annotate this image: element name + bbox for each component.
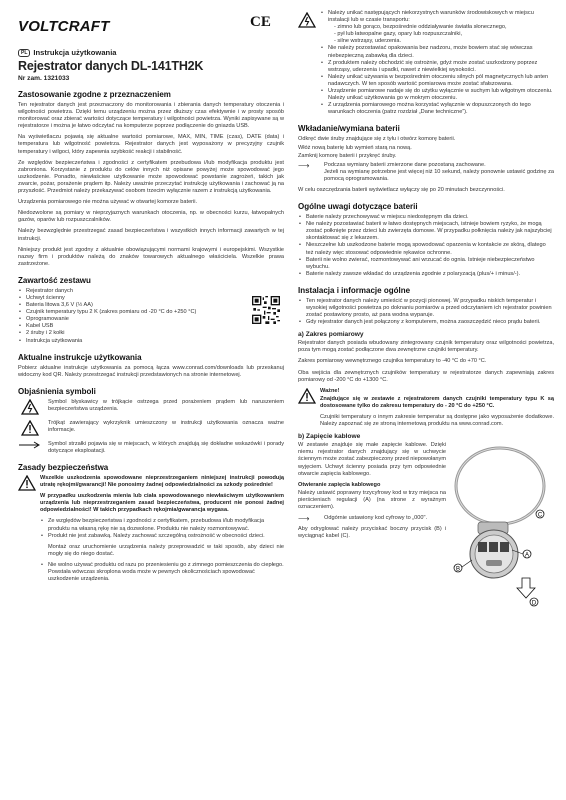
safety-list-2 xyxy=(40,562,284,583)
range-p1: Rejestrator danych posiada wbudowany zintegrowany czujnik temperatury oraz wilgotności powietrza, poza tym mogą zostać podłączone dwa zewnętrzne czujniki temperatury. xyxy=(298,340,554,354)
list-item: • Gdy rejestrator danych jest połączony z komputerem, można zaoszczędzić nieco prądu baterii. xyxy=(306,319,554,326)
range-p2: Zakres pomiarowy wewnętrznego czujnika temperatury to -40 °C do +70 °C. xyxy=(298,358,487,365)
callout-c: C xyxy=(537,512,543,519)
intended-use-p4: Urządzenia pomiarowego nie można używać w otwartej komorze baterii. xyxy=(18,199,198,206)
left-column xyxy=(18,10,284,587)
important-note xyxy=(298,388,554,428)
list-item xyxy=(328,10,554,45)
safety-bold-2: W przypadku uszkodzenia mienia lub ciała spowodowanego niewłaściwym użytkowaniem urządzenia lub nieprzestrzeganiem zasad bezpieczeństwa, producent nie ponosi żadnej odpowiedzialności! W takich przypadkach rękojmia/gwarancja wygasa. xyxy=(40,493,284,514)
list-item: • Produkt nie jest zabawką. Należy zachować szczególną ostrożność w obecności dzieci. xyxy=(48,533,284,540)
callout-a: A xyxy=(524,552,530,559)
environment-block xyxy=(298,10,554,116)
battery-p1: Odkręć dwie śruby znajdujące się z tyłu i otwórz komorę baterii. xyxy=(298,136,456,143)
list-item: • Urządzenie pomiarowe nadaje się do użytku wyłącznie w suchym lub wilgotnym otoczeniu. Należy unikać użytkowania go w mokrym otoczeniu. xyxy=(328,88,554,102)
install-heading: Instalacja i informacje ogólne xyxy=(298,285,411,295)
list-item: • Nie wolno używać produktu od razu po przeniesieniu go z zimnego pomieszczenia do ciepłego. Powstała wówczas skroplona woda może w pewnych okolicznościach spowodować uszkodzenie urządzenia. xyxy=(48,562,284,583)
cable-lock-heading: b) Zapięcie kablowe xyxy=(298,433,361,441)
cable-lock-section xyxy=(298,442,554,607)
safety-block xyxy=(18,475,284,583)
symbol-row-lightning xyxy=(18,399,284,415)
list-item: • Rejestrator danych xyxy=(26,288,284,295)
cable-p1: W zestawie znajduje się małe zapięcie kablowe. Dzięki niemu rejestrator danych znajdujący się w uchwycie ściennym może zostać zabezpieczony przed niepowołanym wyjęciem. Uchwyt ścienny posiada przy tym odpowiednie otwarcie zapięcia kablowego. xyxy=(298,442,446,477)
list-item: • Czujnik temperatury typu 2 K (zakres pomiaru od -20 °C do +250 °C) xyxy=(26,309,284,316)
header xyxy=(18,10,284,46)
exclamation-warning-icon xyxy=(18,475,36,491)
cable-lock-illustration xyxy=(450,446,554,610)
language-line xyxy=(18,48,284,57)
condition-item: - pył lub łatwopalne gazy, opary lub rozpuszczalniki, xyxy=(334,31,462,38)
exclamation-warning-icon xyxy=(21,420,39,436)
battery-arrow-1: Podczas wymiany baterii zmierzone dane pozostaną zachowane. xyxy=(324,161,486,168)
list-item: • Baterie należy przechowywać w miejscu niedostępnym dla dzieci. xyxy=(306,214,554,221)
battery-heading: Wkładanie/wymiana baterii xyxy=(298,124,400,134)
environment-intro: Należy unikać następujących niekorzystnych warunków środowiskowych w miejscu instalacji lub w czasie transportu: xyxy=(328,10,534,24)
list-item: • Baterie należy zawsze wkładać do urządzenia zgodnie z polaryzacją (plus/+ i minus/-). xyxy=(306,271,554,278)
language-badge: PL xyxy=(18,49,30,57)
cable-p3: Aby odryglować należy przyciskać boczny przycisk (B) i wyciągnąć kabel (C). xyxy=(298,526,446,540)
arrow-right-icon: ⟶ xyxy=(298,514,310,524)
exclamation-warning-icon xyxy=(298,388,316,404)
list-item: • Bateria litowa 3,6 V (½ AA) xyxy=(26,302,284,309)
install-list xyxy=(298,298,554,326)
language-label: Instrukcja użytkowania xyxy=(33,48,117,57)
list-item: • Baterii nie wolno zwierać, rozmontowywać ani wrzucać do ognia. Istnieje niebezpieczeństwo wybuchu. xyxy=(306,257,554,271)
right-column xyxy=(298,10,554,607)
cable-tip xyxy=(298,515,446,522)
symbols-heading: Objaśnienia symboli xyxy=(18,386,96,396)
environment-list xyxy=(320,10,554,116)
lightning-warning-icon xyxy=(298,12,316,28)
intended-use-p2: Na wyświetlaczu pojawią się aktualne wartości pomiarowe, MAX, MIN, TIME (czas), DATE (data) i temperatura lub wilgotność powietrza. Rejestrator danych jest wyposażony w precyzyjny czujnik temperatury i wilgoci, który zapewnia szybkość reakcji i stabilność. xyxy=(18,134,284,155)
range-heading: a) Zakres pomiarowy xyxy=(298,331,364,339)
symbol-row-exclamation xyxy=(18,420,284,436)
battery-p3: Zamknij komorę baterii i przykręć śruby. xyxy=(298,152,397,159)
ce-mark: CE xyxy=(250,14,271,30)
list-item: • Nieszczelne lub uszkodzone baterie mogą spowodować oparzenia w kontakcie ze skórą, dlatego też należy więc stosować odpowiednie rękawice ochronne. xyxy=(306,242,554,256)
condition-item: - silne wstrząsy, uderzenia. xyxy=(334,38,402,45)
battery-arrow-2: Jeżeli na wymianę potrzebne jest więcej niż 10 sekund, należy ponownie ustawić godzinę za pomocą oprogramowania. xyxy=(324,168,554,182)
scope-list xyxy=(18,288,284,345)
conditions xyxy=(328,24,554,45)
current-manuals-p1: Pobierz aktualne instrukcje użytkowania za pomocą łącza www.conrad.com/downloads lub przeskanuj widoczny kod QR. Należy przestrzegać instrukcji przedstawionych na stronie internetowej. xyxy=(18,364,284,378)
important-bold: Znajdujące się w zestawie z rejestratorem danych czujniki temperatury typu K są dostosowane tylko do zakresu temperatury do - 20 °C do +250 °C. xyxy=(320,395,554,409)
condition-item: - zimno lub gorąco, bezpośrednie oddziaływanie światła słonecznego, xyxy=(334,24,507,31)
intended-use-p6: Należy bezwzględnie przestrzegać zasad bezpieczeństwa i wszystkich innych informacji zawartych w tej instrukcji. xyxy=(18,228,284,242)
brand-logo: VOLTCRAFT xyxy=(18,18,110,35)
symbol-exclamation-text: Trójkąt zawierający wykrzyknik umieszczony w instrukcji użytkowania oznacza ważne informacje. xyxy=(48,419,284,433)
list-item: • 2 śruby i 2 kołki xyxy=(26,330,284,337)
battery-p2: Włóż nową baterię lub wymień starą na nową. xyxy=(298,144,412,151)
cable-p2: Należy ustawić poprawny trzycyfrowy kod w trzy miejsca na pierścieniach regulacji (A) (na strone z wyrażnym oznaczeniem). xyxy=(298,489,446,510)
list-item: • Kabel USB xyxy=(26,323,284,330)
symbol-row-arrow xyxy=(18,441,284,455)
callout-b: B xyxy=(455,566,461,573)
safety-heading: Zasady bezpieczeństwa xyxy=(18,463,109,472)
list-item: • Ten rejestrator danych należy umieścić w pozycji pionowej. W przypadku niskich temperatur i wysokiej wilgotności powietrza po doknaniu pomiarów a przed odczytaniem ich rejestrator powinien zostać postawiony prosto, aż para wodna wyparuje. xyxy=(306,298,554,319)
lightning-warning-icon xyxy=(21,399,39,415)
intended-use-p3: Ze względów bezpieczeństwa i zgodności z certyfikatem przebudowa i/lub modyfikacja produktu jest zabroniona. Korzystanie z produktu do celów innych niż opisane powyżej może spowodować jego uszkodzenie. Ponadto, niewłaściwe użytkowanie może spowodować powstanie zagrożeń, takich jak zwarcie, pożar, porażenie prądem itp. Należy uważnie przeczytać instrukcję użytkowania i zachować ją na przyszłość. Przedmiot należy przekazywać osobom trzecim wyłącznie razem z instrukcją użytkowania. xyxy=(18,159,284,195)
symbol-lightning-text: Symbol błyskawicy w trójkącie ostrzega przed porażeniem prądem lub naruszeniem bezpieczeństwa urządzenia. xyxy=(48,398,284,412)
important-text: Czujniki temperatury o innym zakresie temperatur są dostępne jako wyposażenie dodatkowe. Należy zapoznać się ze stroną internetową produktu na www.conrad.com. xyxy=(320,414,554,428)
important-title: Ważne! xyxy=(320,387,340,394)
intended-use-heading: Zastosowanie zgodne z przeznaczeniem xyxy=(18,90,171,99)
list-item: • Z urządzenia pomiarowego można korzystać wyłącznie w dopuszczonych do tego warunkach otoczenia (patrz rozdział „Dane techniczne”). xyxy=(328,102,554,116)
safety-bold-1: Wszelkie uszkodzenia spowodowane nieprzestrzeganiem niniejszej instrukcji powodują utratę rękojmi/gwarancji! Nie ponosimy żadnej odpowiedzialności za szkody pośrednie! xyxy=(40,475,284,489)
arrow-right-icon: ⟶ xyxy=(298,160,310,170)
arrow-right-icon xyxy=(19,441,41,449)
list-item: • Nie należy pozostawiać opakowania bez nadzoru, może bowiem stać się wówczas niebezpieczną zabawką dla dzieci. xyxy=(328,45,554,59)
order-number: Nr zam. 1321033 xyxy=(18,75,70,82)
list-item: • Nie należy pozostawiać baterii w łatwo dostępnych miejscach, istnieje bowiem ryzyko, że mogą zostać połknięte przez dzieci lub zwierzęta domowe. W przypadku połknięcia należy jak najszybciej skontaktować się z lekarzem. xyxy=(306,221,554,242)
callout-d: D xyxy=(531,600,537,607)
battery-tip xyxy=(298,162,554,183)
qr-code[interactable] xyxy=(252,296,280,324)
range-p3: Oba wejścia dla zewnętrznych czujników temperatury w rejestratorze danych zapewniają zakres pomiarowy od -200 °C do +1300 °C. xyxy=(298,369,554,383)
safety-indent-note: Montaż oraz uruchomienie urządzenia należy przeprowadzić w taki sposób, aby dzieci nie mogły się do niego dostać. xyxy=(48,543,284,557)
scope-heading: Zawartość zestawu xyxy=(18,275,91,285)
list-item: • Z produktem należy obchodzić się ostrożnie, gdyż może zostać uszkodzony poprzez wstrząsy, uderzenia i upadki, nawet z niewielkiej wysokości. xyxy=(328,60,554,74)
list-item: • Należy unikać używania w bezpośrednim otoczeniu silnych pól magnetycznych lub anten nadawczych. W ten sposób wartość pomiarowa może zostać sfałszowana. xyxy=(328,74,554,88)
battery-p4: W celu oszczędzania baterii wyświetlacz wyłączy się po 20 minutach bezczynności. xyxy=(298,186,505,193)
symbol-arrow-text: Symbol strzałki pojawia się w miejscach, w których znajdują się dokładne wskazówki i porady dotyczące eksploatacji. xyxy=(48,440,284,454)
scope-section xyxy=(18,288,284,345)
safety-list xyxy=(40,518,284,539)
cable-subheading: Otwieranie zapięcia kablowego xyxy=(298,481,381,488)
cable-arrow-text: Odgórnie ustawiony kod cyfrowy to „000". xyxy=(324,515,428,522)
battery-notes-heading: Ogólne uwagi dotyczące baterii xyxy=(298,202,418,212)
list-item: • Uchwyt ścienny xyxy=(26,295,284,302)
battery-notes-list xyxy=(298,214,554,278)
list-item: • Instrukcja użytkowania xyxy=(26,338,284,345)
intended-use-p1: Ten rejestrator danych jest przeznaczony do monitorowania i zbierania danych temperatury otoczenia i wilgotności powietrza. Dzięki temu urządzeniu można przez dłuższy czas efektywnie i w prosty sposób monitorować oraz zbierać wartości dotyczące temperatury i wilgotności powietrza. Wyniki zapisywane są w rejestratorze i można je łatwo odczytać na komputerze poprzez podłączenie do gniazda USB. xyxy=(18,102,284,130)
intended-use-p5: Niedozwolone są pomiary w nieprzyjaznych warunkach otoczenia, np. w obecności kurzu, łatwopalnych gazów, oparów lub rozpuszczalników. xyxy=(18,210,284,224)
list-item: • Oprogramowanie xyxy=(26,316,284,323)
intended-use-p7: Niniejszy produkt jest zgodny z aktualnie obowiązującymi normami krajowymi i europejskimi. Wszystkie nazwy firm i produktów należą do znaków towarowych aktualnego właściciela. Wszelkie prawa zastrzeżone. xyxy=(18,246,284,267)
page-title: Rejestrator danych DL-141TH2K xyxy=(18,59,204,73)
current-manuals-heading: Aktualne instrukcje użytkowania xyxy=(18,352,142,362)
list-item: • Ze względów bezpieczeństwa i zgodności z certyfikatem, przebudowa i/lub modyfikacja produktu na własną rękę nie są dozwolone. Produktu nie należy rozmontowywać. xyxy=(48,518,284,532)
